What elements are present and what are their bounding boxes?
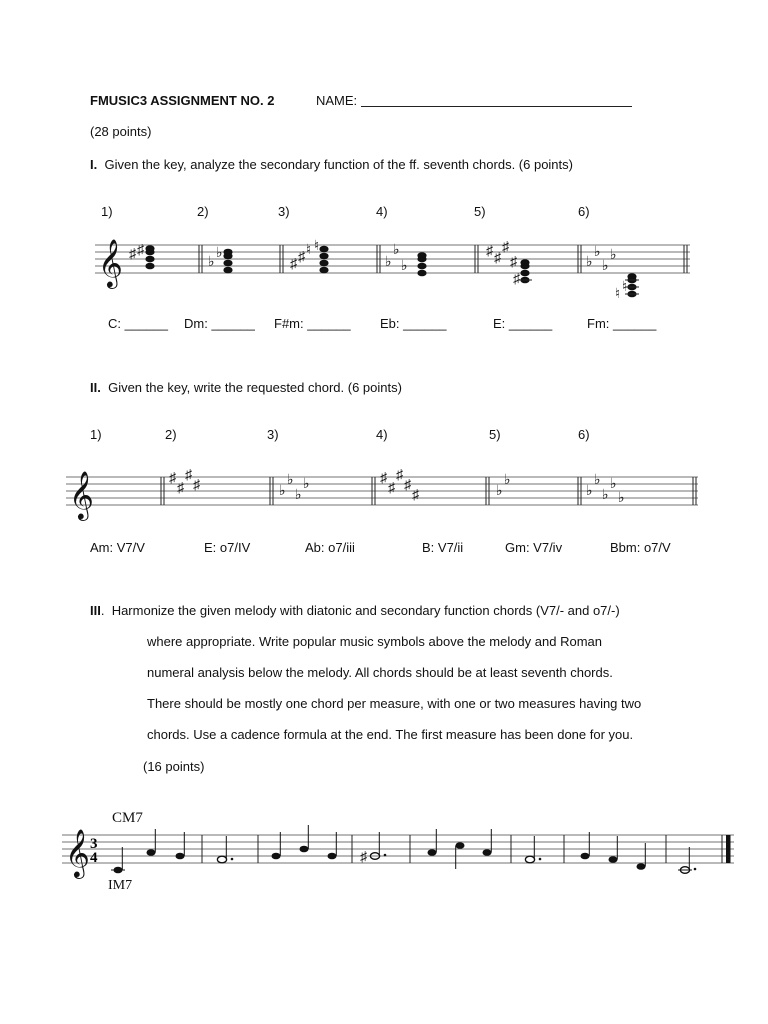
part1-key-2[interactable]: Dm: ______	[184, 316, 255, 331]
svg-text:♭: ♭	[496, 482, 503, 498]
part2-prompt-3: Ab: o7/iii	[305, 540, 355, 555]
svg-text:♭: ♭	[287, 471, 294, 487]
part3-line-2: where appropriate. Write popular music symbols above the melody and Roman	[147, 634, 602, 649]
part1-num-3: 3)	[278, 204, 290, 219]
part3-roman: III	[90, 603, 101, 618]
svg-text:♯: ♯	[494, 249, 501, 265]
key-signature-ab-major	[279, 471, 310, 502]
part2-prompt-5: Gm: V7/iv	[505, 540, 563, 555]
svg-text:♯: ♯	[380, 469, 387, 485]
part2-staff	[66, 462, 702, 527]
part1-instruction: Given the key, analyze the secondary function of the ff. seventh chords. (6 points)	[104, 157, 573, 172]
time-signature-top: 3	[90, 836, 98, 852]
svg-text:♭: ♭	[504, 471, 511, 487]
chord-2	[208, 244, 233, 273]
svg-text:♯: ♯	[388, 479, 395, 495]
svg-text:♯: ♯	[193, 476, 200, 492]
part1-roman: I.	[90, 157, 98, 172]
svg-text:♭: ♭	[594, 471, 601, 487]
svg-text:♭: ♭	[610, 475, 617, 491]
svg-text:♯: ♯	[486, 242, 493, 258]
svg-text:♯: ♯	[360, 848, 367, 864]
svg-text:♭: ♭	[586, 482, 593, 498]
svg-text:♯: ♯	[412, 486, 419, 502]
part2-heading	[90, 380, 402, 395]
treble-clef-icon: 𝄞	[69, 473, 94, 519]
part1-num-6: 6)	[578, 204, 590, 219]
svg-text:♮: ♮	[615, 285, 621, 301]
svg-text:♭: ♭	[279, 482, 286, 498]
svg-text:♭: ♭	[303, 475, 310, 491]
svg-text:♮: ♮	[622, 278, 628, 294]
svg-text:♯: ♯	[185, 466, 192, 482]
part1-staff	[95, 230, 695, 305]
part2-num-5: 5)	[489, 427, 501, 442]
part2-prompt-6: Bbm: o7/V	[610, 540, 671, 555]
key-signature-bb-minor	[586, 471, 625, 505]
part3-line-1: Harmonize the given melody with diatonic and secondary function chords (V7/- and o7/-)	[111, 603, 620, 618]
part3-points: (16 points)	[143, 759, 205, 774]
assignment-title: FMUSIC3 ASSIGNMENT NO. 2	[90, 93, 275, 108]
part2-prompt-4: B: V7/ii	[422, 540, 464, 555]
svg-text:♭: ♭	[602, 257, 609, 273]
part3-heading: III. Harmonize the given melody with diatonic and secondary function chords (V7/- and o7/-)	[90, 603, 620, 618]
svg-text:♯: ♯	[177, 479, 184, 495]
roman-numeral-im7: IM7	[108, 878, 133, 893]
svg-text:♭: ♭	[216, 244, 223, 260]
svg-text:♯: ♯	[129, 245, 136, 261]
svg-text:♮: ♮	[314, 237, 320, 253]
part1-key-5[interactable]: E: ______	[493, 316, 553, 331]
part1-heading	[90, 157, 573, 172]
part3-line-4: There should be mostly one chord per measure, with one or two measures having two	[147, 696, 642, 711]
time-signature-bottom: 4	[90, 850, 98, 866]
part1-key-3[interactable]: F#m: ______	[274, 316, 351, 331]
svg-text:♭: ♭	[295, 486, 302, 502]
part1-key-1[interactable]: C: ______	[108, 316, 168, 331]
svg-text:♭: ♭	[610, 246, 617, 262]
svg-text:♭: ♭	[208, 253, 215, 269]
part1-num-4: 4)	[376, 204, 388, 219]
part1-key-4[interactable]: Eb: ______	[380, 316, 447, 331]
final-barline	[726, 835, 731, 863]
name-label: NAME:	[316, 93, 358, 108]
svg-text:♯: ♯	[513, 270, 520, 286]
svg-text:♭: ♭	[401, 257, 408, 273]
svg-text:♭: ♭	[385, 253, 392, 269]
part2-prompt-1: Am: V7/V	[90, 540, 145, 555]
part2-num-2: 2)	[165, 427, 177, 442]
svg-text:♯: ♯	[510, 253, 517, 269]
melody-staff	[62, 820, 742, 885]
svg-text:♯: ♯	[396, 466, 403, 482]
part1-num-5: 5)	[474, 204, 486, 219]
part2-prompt-2: E: o7/IV	[204, 540, 251, 555]
svg-text:♭: ♭	[586, 253, 593, 269]
total-points: (28 points)	[90, 124, 152, 139]
part3-line-5: chords. Use a cadence formula at the end. The first measure has been done for you.	[147, 727, 634, 742]
chord-symbol-cm7: CM7	[112, 810, 143, 826]
key-signature-g-minor	[496, 471, 511, 498]
part2-num-6: 6)	[578, 427, 590, 442]
part2-roman: II.	[90, 380, 101, 395]
part2-instruction: Given the key, write the requested chord. (6 points)	[108, 380, 402, 395]
part1-num-1: 1)	[101, 204, 113, 219]
svg-text:♯: ♯	[502, 238, 509, 254]
chord-3	[290, 237, 329, 273]
svg-text:♭: ♭	[393, 241, 400, 257]
treble-clef-icon: 𝄞	[65, 831, 90, 877]
treble-clef-icon: 𝄞	[98, 241, 123, 287]
svg-text:♮: ♮	[306, 241, 312, 257]
svg-text:♯: ♯	[404, 476, 411, 492]
svg-text:♯: ♯	[290, 255, 297, 271]
part2-num-1: 1)	[90, 427, 102, 442]
part3-line-3: numeral analysis below the melody. All chords should be at least seventh chords.	[147, 665, 613, 680]
part2-num-4: 4)	[376, 427, 388, 442]
part1-num-2: 2)	[197, 204, 209, 219]
svg-text:♭: ♭	[594, 243, 601, 259]
svg-text:♯: ♯	[298, 248, 305, 264]
svg-text:♯: ♯	[169, 469, 176, 485]
chord-4	[385, 241, 427, 276]
part1-key-6[interactable]: Fm: ______	[587, 316, 657, 331]
name-field-line[interactable]	[361, 106, 632, 107]
svg-text:♯: ♯	[137, 241, 144, 257]
part2-num-3: 3)	[267, 427, 279, 442]
svg-text:♭: ♭	[602, 486, 609, 502]
svg-text:♭: ♭	[618, 489, 625, 505]
